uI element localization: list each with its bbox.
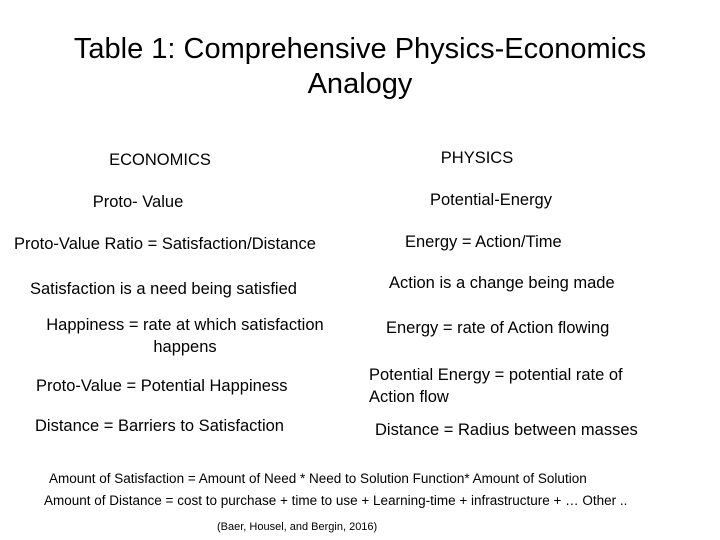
economics-column-header: ECONOMICS [109,151,211,169]
physics-cell-row-1: Potential-Energy [430,191,552,209]
footer-satisfaction-equation: Amount of Satisfaction = Amount of Need * Need to Solution Function* Amount of Solution [49,471,587,486]
physics-cell-row-6: Distance = Radius between masses [375,421,638,439]
physics-cell-row-5 [369,364,623,408]
physics-cell-row-3: Action is a change being made [389,274,615,292]
economics-cell-row-4-line-1: Happiness = rate at which satisfaction [46,316,324,334]
physics-cell-row-5-line-1: Potential Energy = potential rate of [369,366,623,384]
footer-distance-equation: Amount of Distance = cost to purchase + time to use + Learning-time + infrastructure + … Other .. [44,493,628,508]
slide-title-line-2: Analogy [307,68,413,100]
physics-column-header: PHYSICS [440,149,514,167]
economics-cell-row-5: Proto-Value = Potential Happiness [36,377,288,395]
economics-cell-row-3: Satisfaction is a need being satisfied [30,280,297,298]
physics-cell-row-5-line-2: Action flow [369,388,449,406]
citation: (Baer, Housel, and Bergin, 2016) [217,521,378,533]
economics-cell-row-6: Distance = Barriers to Satisfaction [35,417,284,435]
slide-title [0,32,720,102]
slide-title-line-1: Table 1: Comprehensive Physics-Economics [73,33,647,65]
physics-cell-row-4: Energy = rate of Action flowing [386,319,610,337]
economics-cell-row-1: Proto- Value [92,193,184,211]
economics-cell-row-4-line-2: happens [153,338,217,356]
physics-cell-row-2: Energy = Action/Time [405,233,562,251]
economics-cell-row-4 [20,314,350,358]
economics-cell-row-2: Proto-Value Ratio = Satisfaction/Distance [14,235,316,253]
